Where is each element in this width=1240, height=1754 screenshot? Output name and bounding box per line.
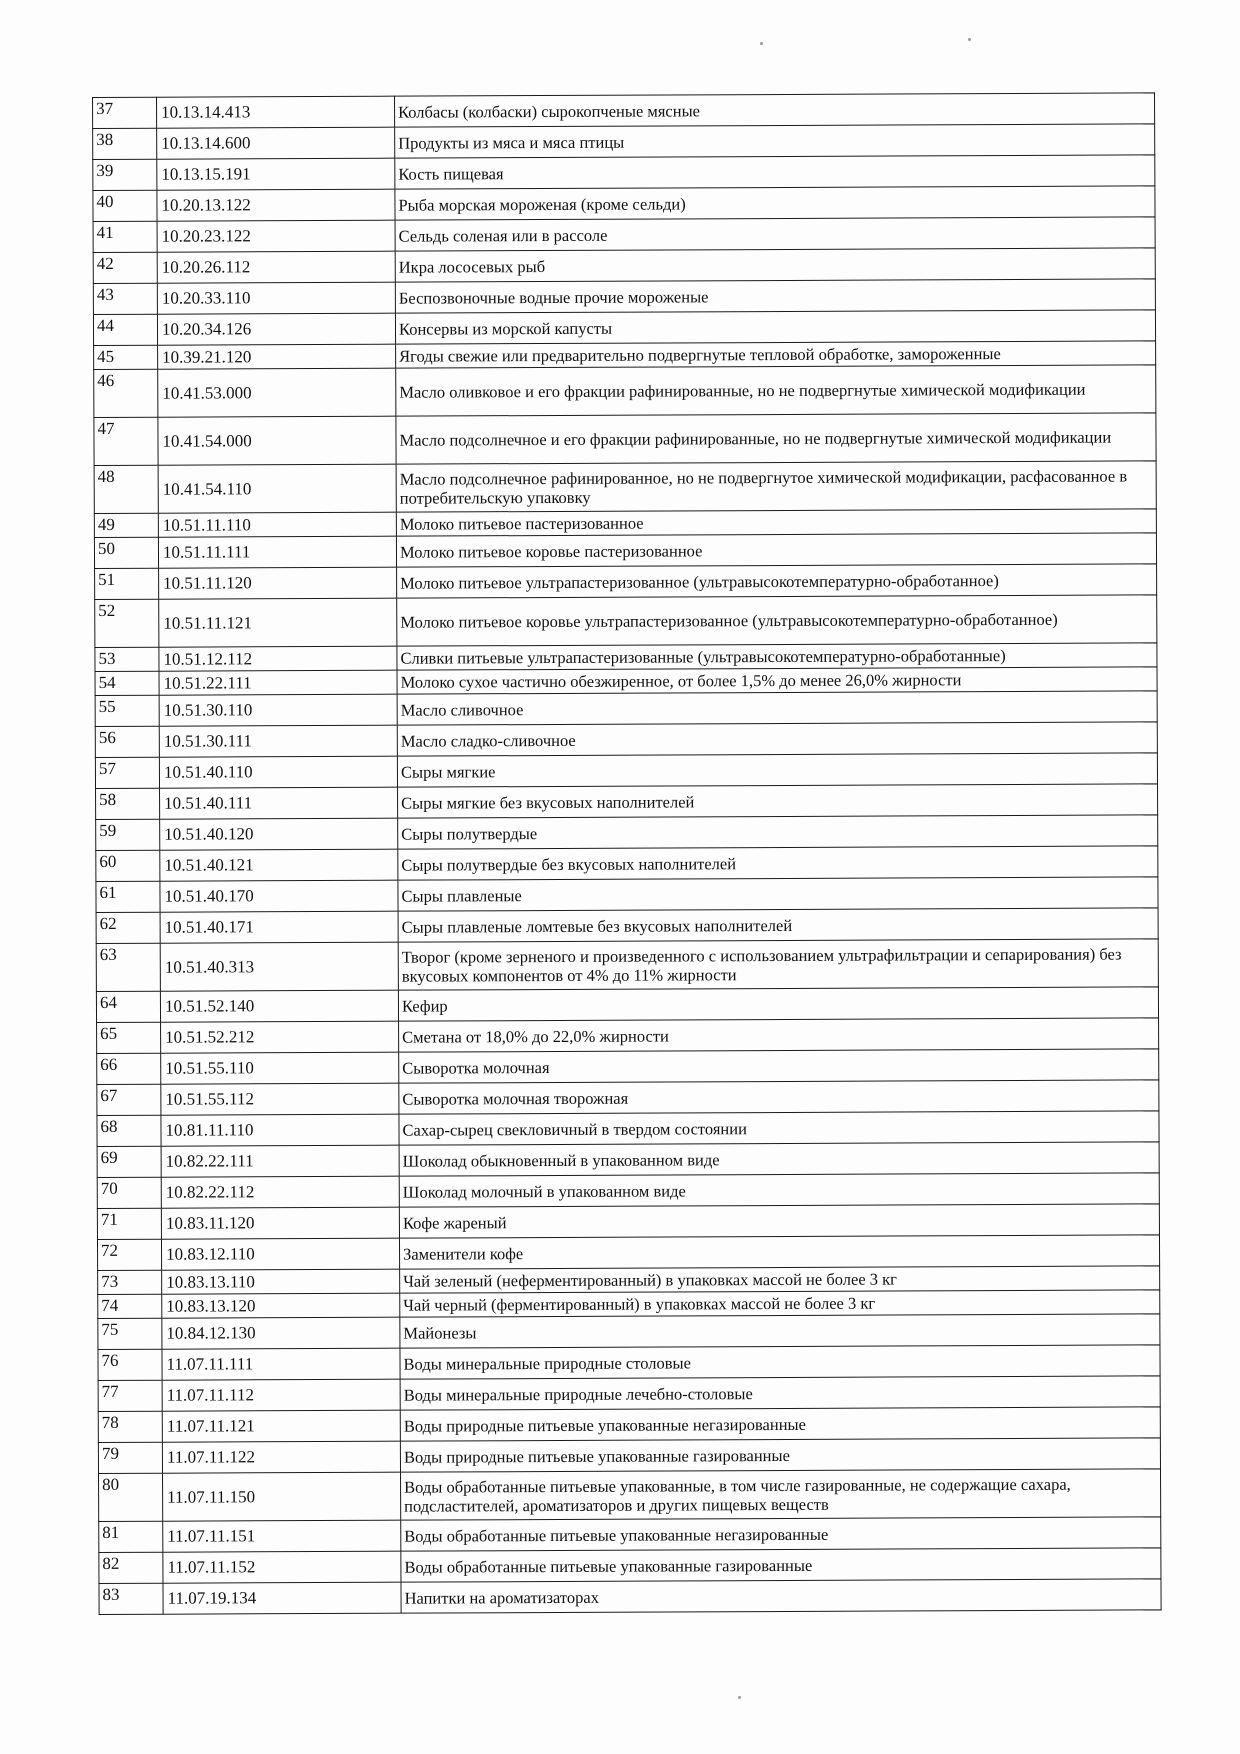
product-code-cell: 10.41.53.000: [158, 368, 396, 417]
row-number-cell: 58: [96, 788, 160, 819]
product-code-cell: 10.84.12.130: [162, 1317, 400, 1349]
row-number-cell: 54: [95, 671, 159, 695]
product-name-cell: Творог (кроме зерненого и произведенного с использованием ультрафильтрации и сепарирования) без вкусовых компонентов от 4% до 11% жирности: [398, 939, 1158, 990]
product-code-cell: 10.51.40.111: [160, 787, 398, 819]
table-row: [98, 1438, 1160, 1474]
scan-speck: [968, 38, 971, 41]
table-row: [98, 1314, 1160, 1350]
product-name-cell: Воды природные питьевые упакованные газированные: [400, 1438, 1160, 1472]
row-number-cell: 50: [94, 537, 158, 568]
scan-speck: [760, 42, 763, 45]
product-code-cell: 10.51.40.171: [160, 911, 398, 943]
product-code-cell: 11.07.11.152: [163, 1551, 401, 1583]
product-code-cell: 10.41.54.000: [158, 416, 396, 465]
product-name-cell: Шоколад молочный в упакованном виде: [399, 1173, 1159, 1207]
table-row: [93, 124, 1155, 160]
row-number-cell: 42: [93, 252, 157, 283]
row-number-cell: 82: [99, 1552, 163, 1583]
product-name-cell: Сыры плавленые ломтевые без вкусовых наполнителей: [398, 908, 1158, 942]
product-code-cell: 10.83.13.110: [162, 1269, 400, 1294]
row-number-cell: 83: [99, 1583, 163, 1614]
product-code-cell: 11.07.11.150: [163, 1472, 401, 1521]
product-code-cell: 10.51.55.112: [161, 1083, 399, 1115]
row-number-cell: 60: [96, 850, 160, 881]
table-row: [94, 365, 1156, 418]
product-name-cell: Воды обработанные питьевые упакованные, в том числе газированные, не содержащие сахара, подсластителей, ароматизаторов и других пищевых веществ: [401, 1469, 1161, 1520]
product-code-cell: 10.20.26.112: [157, 251, 395, 283]
row-number-cell: 69: [97, 1146, 161, 1177]
product-name-cell: Заменители кофе: [399, 1235, 1159, 1269]
table-row: [99, 1469, 1161, 1522]
product-name-cell: Молоко питьевое ультрапастеризованное (ультравысокотемпературно-обработанное): [397, 564, 1157, 598]
table-body: [93, 93, 1162, 1615]
row-number-cell: 48: [94, 465, 158, 513]
product-name-cell: Сыры плавленые: [398, 877, 1158, 911]
product-name-cell: Колбасы (колбаски) сырокопченые мясные: [394, 93, 1154, 127]
row-number-cell: 37: [93, 97, 157, 128]
row-number-cell: 61: [96, 881, 160, 912]
product-name-cell: Консервы из морской капусты: [395, 310, 1155, 344]
product-name-cell: Молоко питьевое коровье ультрапастеризованное (ультравысокотемпературно-обработанное): [397, 595, 1157, 646]
table-row: [95, 691, 1157, 727]
table-row: [98, 1407, 1160, 1443]
row-number-cell: 38: [93, 128, 157, 159]
product-name-cell: Шоколад обыкновенный в упакованном виде: [399, 1142, 1159, 1176]
row-number-cell: 67: [97, 1084, 161, 1115]
table-row: [95, 564, 1157, 600]
product-name-cell: Сметана от 18,0% до 22,0% жирности: [399, 1018, 1159, 1052]
row-number-cell: 79: [98, 1442, 162, 1473]
product-code-cell: 11.07.19.134: [163, 1582, 401, 1614]
product-code-cell: 10.51.11.120: [159, 567, 397, 599]
row-number-cell: 47: [94, 417, 158, 465]
product-code-cell: 11.07.11.111: [162, 1348, 400, 1380]
product-name-cell: Чай черный (ферментированный) в упаковках массой не более 3 кг: [400, 1290, 1160, 1317]
product-name-cell: Воды обработанные питьевые упакованные негазированные: [401, 1517, 1161, 1551]
product-code-cell: 10.51.22.111: [159, 670, 397, 695]
product-name-cell: Икра лососевых рыб: [395, 248, 1155, 282]
row-number-cell: 63: [96, 943, 160, 991]
product-name-cell: Сыры мягкие без вкусовых наполнителей: [398, 784, 1158, 818]
product-name-cell: Сахар-сырец свекловичный в твердом состоянии: [399, 1111, 1159, 1145]
row-number-cell: 56: [95, 726, 159, 757]
table-row: [94, 461, 1156, 514]
product-code-cell: 11.07.11.112: [162, 1379, 400, 1411]
product-code-cell: 10.83.12.110: [161, 1238, 399, 1270]
product-code-cell: 10.82.22.112: [161, 1176, 399, 1208]
table-row: [93, 310, 1155, 346]
table-row: [93, 248, 1155, 284]
product-code-cell: 10.13.15.191: [157, 158, 395, 190]
product-name-cell: Кефир: [398, 987, 1158, 1021]
product-name-cell: Сыры мягкие: [397, 753, 1157, 787]
table-row: [96, 939, 1158, 992]
table-row: [93, 186, 1155, 222]
product-code-cell: 10.51.40.170: [160, 880, 398, 912]
table-row: [98, 1376, 1160, 1412]
product-code-cell: 10.20.33.110: [157, 282, 395, 314]
product-code-cell: 10.20.34.126: [157, 313, 395, 345]
product-code-cell: 10.83.11.120: [161, 1207, 399, 1239]
product-codes-table: [92, 92, 1162, 1615]
table-row: [94, 533, 1156, 569]
product-code-cell: 10.20.13.122: [157, 189, 395, 221]
product-name-cell: Сливки питьевые ультрапастеризованные (ультравысокотемпературно-обработанные): [397, 643, 1157, 670]
product-name-cell: Сыры полутвердые: [398, 815, 1158, 849]
row-number-cell: 73: [98, 1270, 162, 1294]
table-row: [95, 753, 1157, 789]
row-number-cell: 72: [97, 1239, 161, 1270]
product-code-cell: 10.51.40.110: [159, 756, 397, 788]
product-name-cell: Масло сливочное: [397, 691, 1157, 725]
row-number-cell: 77: [98, 1380, 162, 1411]
row-number-cell: 71: [97, 1208, 161, 1239]
table-row: [93, 217, 1155, 253]
row-number-cell: 57: [95, 757, 159, 788]
product-code-cell: 10.51.11.110: [158, 512, 396, 537]
row-number-cell: 49: [94, 513, 158, 537]
table-row: [97, 1018, 1159, 1054]
product-code-cell: 10.82.22.111: [161, 1145, 399, 1177]
table-row: [97, 1142, 1159, 1178]
product-code-cell: 11.07.11.121: [162, 1410, 400, 1442]
product-name-cell: Сыры полутвердые без вкусовых наполнителей: [398, 846, 1158, 880]
product-name-cell: Чай зеленый (неферментированный) в упаковках массой не более 3 кг: [400, 1266, 1160, 1293]
row-number-cell: 46: [94, 369, 158, 417]
product-name-cell: Кофе жареный: [399, 1204, 1159, 1238]
product-code-cell: 10.51.40.121: [160, 849, 398, 881]
product-name-cell: Масло сладко-сливочное: [397, 722, 1157, 756]
product-name-cell: Воды обработанные питьевые упакованные газированные: [401, 1548, 1161, 1582]
table-row: [96, 815, 1158, 851]
table-row: [97, 1235, 1159, 1271]
product-name-cell: Масло подсолнечное рафинированное, но не подвергнутое химической модификации, расфасованное в потребительскую упаковку: [396, 461, 1156, 512]
product-code-cell: 10.51.40.313: [160, 942, 398, 991]
product-code-cell: 10.81.11.110: [161, 1114, 399, 1146]
product-code-cell: 10.13.14.413: [157, 96, 395, 128]
product-name-cell: Молоко питьевое пастеризованное: [396, 509, 1156, 536]
row-number-cell: 66: [97, 1053, 161, 1084]
table-row: [93, 279, 1155, 315]
scan-speck: [738, 1696, 741, 1699]
product-name-cell: Сельдь соленая или в рассоле: [395, 217, 1155, 251]
product-name-cell: Масло подсолнечное и его фракции рафинированные, но не подвергнутые химической модификации: [396, 413, 1156, 464]
table-row: [93, 93, 1155, 129]
row-number-cell: 70: [97, 1177, 161, 1208]
table-row: [97, 1173, 1159, 1209]
table-row: [97, 1111, 1159, 1147]
table-row: [97, 1049, 1159, 1085]
product-code-cell: 10.13.14.600: [157, 127, 395, 159]
table-row: [98, 1345, 1160, 1381]
row-number-cell: 75: [98, 1318, 162, 1349]
table-row: [99, 1548, 1161, 1584]
product-code-cell: 10.39.21.120: [158, 344, 396, 369]
product-code-cell: 10.20.23.122: [157, 220, 395, 252]
row-number-cell: 43: [93, 283, 157, 314]
product-code-cell: 10.51.12.112: [159, 646, 397, 671]
product-name-cell: Воды минеральные природные столовые: [400, 1345, 1160, 1379]
row-number-cell: 53: [95, 647, 159, 671]
product-name-cell: Напитки на ароматизаторах: [401, 1579, 1161, 1613]
product-code-cell: 10.51.52.140: [160, 990, 398, 1022]
product-code-cell: 10.51.11.111: [158, 536, 396, 568]
table-row: [95, 595, 1157, 648]
product-code-cell: 10.41.54.110: [158, 464, 396, 513]
row-number-cell: 41: [93, 221, 157, 252]
row-number-cell: 78: [98, 1411, 162, 1442]
table-row: [96, 877, 1158, 913]
product-name-cell: Продукты из мяса и мяса птицы: [395, 124, 1155, 158]
product-name-cell: Майонезы: [400, 1314, 1160, 1348]
row-number-cell: 64: [96, 991, 160, 1022]
product-code-cell: 10.51.30.111: [159, 725, 397, 757]
product-code-cell: 10.51.40.120: [160, 818, 398, 850]
row-number-cell: 81: [99, 1521, 163, 1552]
product-code-cell: 11.07.11.122: [162, 1441, 400, 1473]
product-name-cell: Молоко питьевое коровье пастеризованное: [396, 533, 1156, 567]
row-number-cell: 65: [97, 1022, 161, 1053]
row-number-cell: 62: [96, 912, 160, 943]
product-name-cell: Масло оливковое и его фракции рафинированные, но не подвергнутые химической модификации: [396, 365, 1156, 416]
product-code-cell: 10.83.13.120: [162, 1293, 400, 1318]
row-number-cell: 39: [93, 159, 157, 190]
row-number-cell: 52: [95, 599, 159, 647]
table-row: [96, 784, 1158, 820]
table-row: [99, 1517, 1161, 1553]
table-row: [96, 987, 1158, 1023]
row-number-cell: 59: [96, 819, 160, 850]
product-name-cell: Ягоды свежие или предварительно подвергнутые тепловой обработке, замороженные: [396, 341, 1156, 368]
product-name-cell: Молоко сухое частично обезжиренное, от более 1,5% до менее 26,0% жирности: [397, 667, 1157, 694]
row-number-cell: 80: [99, 1473, 163, 1521]
row-number-cell: 76: [98, 1349, 162, 1380]
product-name-cell: Сыворотка молочная: [399, 1049, 1159, 1083]
table-row: [93, 155, 1155, 191]
row-number-cell: 68: [97, 1115, 161, 1146]
product-code-cell: 10.51.11.121: [159, 598, 397, 647]
product-name-cell: Сыворотка молочная творожная: [399, 1080, 1159, 1114]
product-name-cell: Рыба морская мороженая (кроме сельди): [395, 186, 1155, 220]
table-row: [95, 722, 1157, 758]
row-number-cell: 51: [95, 568, 159, 599]
table-row: [97, 1204, 1159, 1240]
row-number-cell: 40: [93, 190, 157, 221]
table-row: [96, 846, 1158, 882]
product-name-cell: Воды природные питьевые упакованные негазированные: [400, 1407, 1160, 1441]
table-row: [94, 413, 1156, 466]
product-code-cell: 11.07.11.151: [163, 1520, 401, 1552]
table-row: [99, 1579, 1161, 1615]
product-code-cell: 10.51.30.110: [159, 694, 397, 726]
row-number-cell: 44: [93, 314, 157, 345]
table-row: [97, 1080, 1159, 1116]
product-code-cell: 10.51.52.212: [161, 1021, 399, 1053]
product-code-cell: 10.51.55.110: [161, 1052, 399, 1084]
product-name-cell: Беспозвоночные водные прочие мороженые: [395, 279, 1155, 313]
product-name-cell: Воды минеральные природные лечебно-столовые: [400, 1376, 1160, 1410]
row-number-cell: 74: [98, 1294, 162, 1318]
table-row: [96, 908, 1158, 944]
row-number-cell: 45: [94, 345, 158, 369]
row-number-cell: 55: [95, 695, 159, 726]
product-name-cell: Кость пищевая: [395, 155, 1155, 189]
